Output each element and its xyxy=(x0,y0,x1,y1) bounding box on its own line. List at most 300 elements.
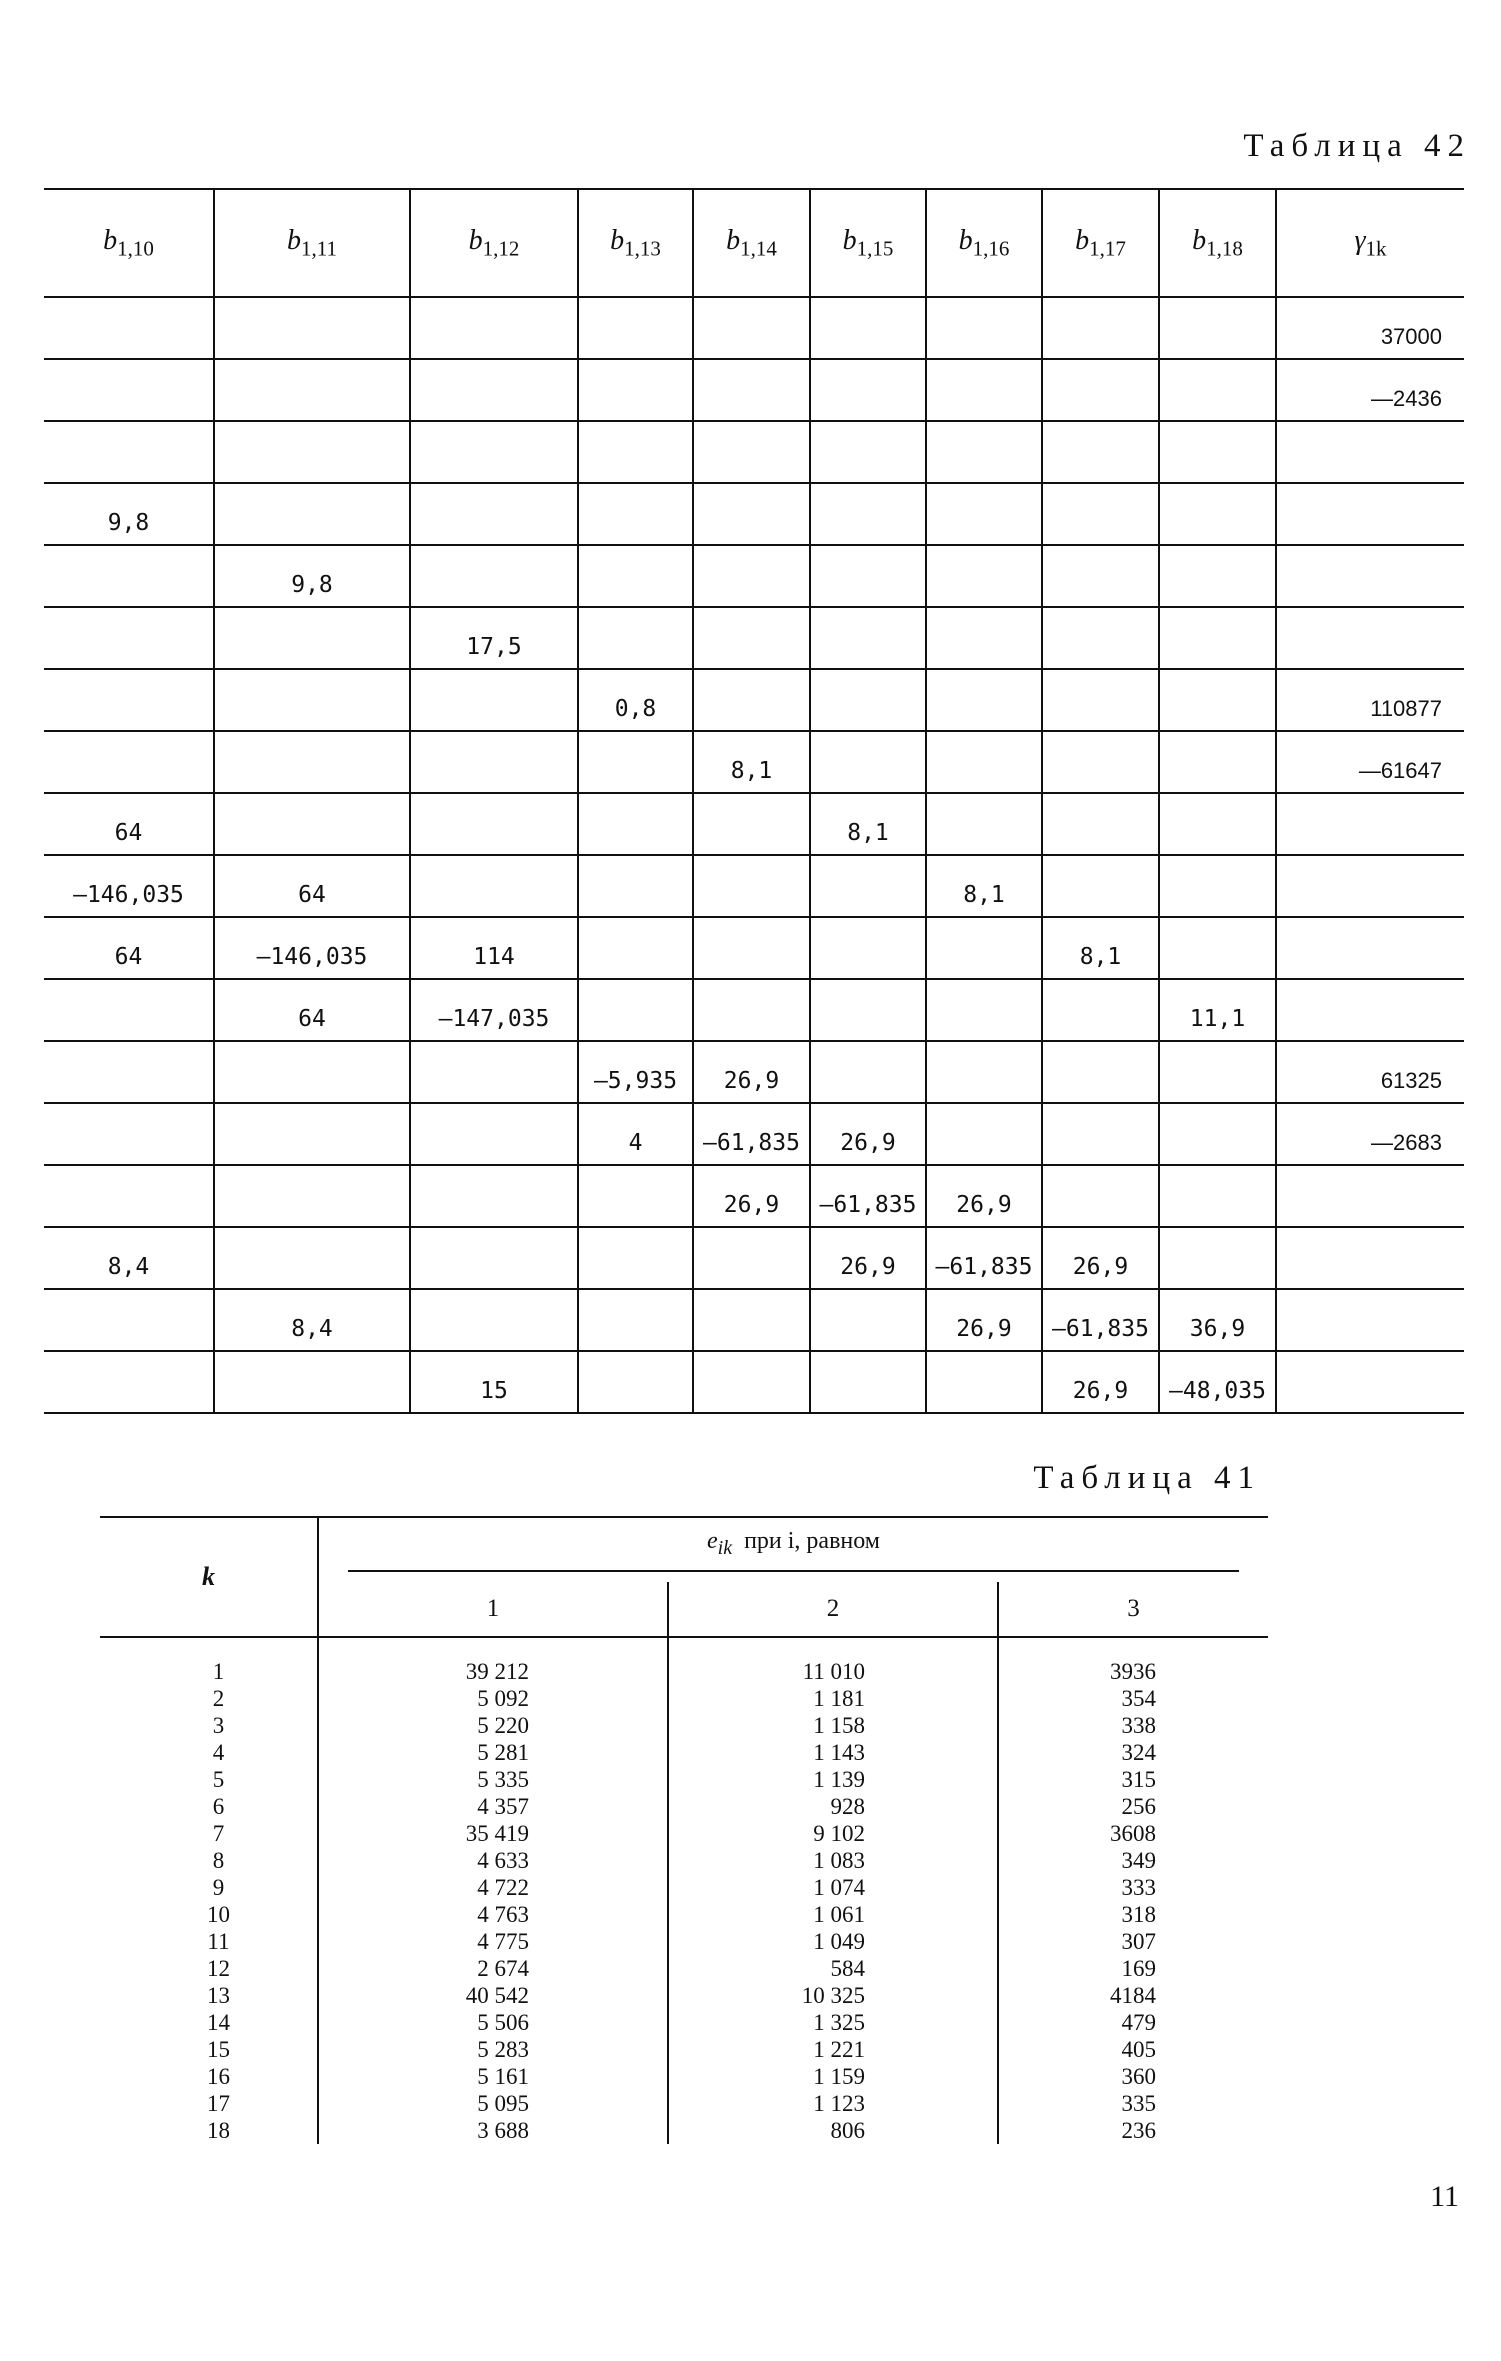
table-cell xyxy=(926,669,1042,731)
table-cell xyxy=(410,855,578,917)
column-header-7 xyxy=(1042,189,1159,297)
table-cell xyxy=(693,1289,810,1351)
table-cell xyxy=(926,1351,1042,1413)
table-cell: 26,9 xyxy=(926,1165,1042,1227)
value-cell: 2 674 xyxy=(318,1955,668,1982)
header-subscript: 1,18 xyxy=(1206,236,1243,261)
table-cell xyxy=(1042,483,1159,545)
value-cell: 333 xyxy=(998,1874,1268,1901)
value-cell: 1 158 xyxy=(668,1712,998,1739)
table-cell xyxy=(810,1041,926,1103)
table-cell xyxy=(214,1103,410,1165)
k-cell: 2 xyxy=(212,1686,225,1711)
k-cell: 7 xyxy=(212,1821,225,1846)
table-cell xyxy=(1042,793,1159,855)
table-cell xyxy=(410,545,578,607)
value-cell: 479 xyxy=(998,2009,1268,2036)
table-cell xyxy=(578,421,693,483)
value-cell: 3 688 xyxy=(318,2117,668,2144)
k-cell: 1 xyxy=(212,1659,225,1684)
table-cell xyxy=(926,793,1042,855)
table-cell: 9,8 xyxy=(44,483,214,545)
column-header-k: k xyxy=(100,1517,318,1637)
table-cell xyxy=(1276,607,1464,669)
value-cell: 349 xyxy=(998,1847,1268,1874)
table-row xyxy=(44,1227,1464,1289)
value-cell: 5 281 xyxy=(318,1739,668,1766)
table-row xyxy=(100,1874,1268,1901)
table-cell xyxy=(926,1103,1042,1165)
table-cell xyxy=(1159,855,1276,917)
table-cell: 8,1 xyxy=(693,731,810,793)
k-cell: 6 xyxy=(212,1794,225,1819)
table-cell xyxy=(44,979,214,1041)
table-cell xyxy=(410,483,578,545)
table-cell xyxy=(1042,1165,1159,1227)
k-cell: 17 xyxy=(207,2091,230,2116)
value-cell: 169 xyxy=(998,1955,1268,1982)
table-cell: 64 xyxy=(214,979,410,1041)
table-cell xyxy=(1042,297,1159,359)
k-cell: 8 xyxy=(212,1848,225,1873)
k-cell: 3 xyxy=(212,1713,225,1738)
table-cell xyxy=(810,297,926,359)
table-cell xyxy=(578,483,693,545)
column-header-i1: 1 xyxy=(318,1582,668,1637)
value-cell: 256 xyxy=(998,1793,1268,1820)
value-cell: 5 220 xyxy=(318,1712,668,1739)
e-subscript: ik xyxy=(717,1536,733,1559)
table-cell: 37000 xyxy=(1276,297,1464,359)
table-cell xyxy=(1276,855,1464,917)
table-cell: —61,835 xyxy=(926,1227,1042,1289)
table-cell xyxy=(1276,979,1464,1041)
table-cell xyxy=(1276,1289,1464,1351)
table-cell xyxy=(1042,545,1159,607)
value-cell: 236 xyxy=(998,2117,1268,2144)
table-cell xyxy=(44,1289,214,1351)
k-cell: 15 xyxy=(207,2037,230,2062)
table-row xyxy=(100,1820,1268,1847)
table-cell: —61647 xyxy=(1276,731,1464,793)
table-cell xyxy=(410,1289,578,1351)
value-cell: 318 xyxy=(998,1901,1268,1928)
k-cell: 13 xyxy=(207,1983,230,2008)
table-42 xyxy=(44,188,1464,1414)
header-subscript: 1,10 xyxy=(117,236,154,261)
table-cell xyxy=(693,1351,810,1413)
table-cell: 17,5 xyxy=(410,607,578,669)
table-row xyxy=(100,2063,1268,2090)
table-cell xyxy=(214,669,410,731)
table-cell xyxy=(1042,421,1159,483)
table-cell: 26,9 xyxy=(810,1227,926,1289)
value-cell: 1 181 xyxy=(668,1685,998,1712)
table-cell xyxy=(410,1103,578,1165)
value-cell: 3608 xyxy=(998,1820,1268,1847)
value-cell: 928 xyxy=(668,1793,998,1820)
table-cell xyxy=(214,1351,410,1413)
table-cell xyxy=(810,359,926,421)
table-cell xyxy=(810,1351,926,1413)
table-cell xyxy=(1159,297,1276,359)
table-cell: —2436 xyxy=(1276,359,1464,421)
table-row xyxy=(44,297,1464,359)
table-cell xyxy=(1159,669,1276,731)
table-cell xyxy=(693,1227,810,1289)
value-cell: 354 xyxy=(998,1685,1268,1712)
value-cell: 9 102 xyxy=(668,1820,998,1847)
table-row xyxy=(44,1289,1464,1351)
table-cell xyxy=(1042,359,1159,421)
header-subscript: 1,12 xyxy=(482,236,520,261)
table-row xyxy=(100,2117,1268,2144)
k-cell: 12 xyxy=(207,1956,230,1981)
table-cell xyxy=(214,421,410,483)
table-cell xyxy=(810,421,926,483)
value-cell: 4184 xyxy=(998,1982,1268,2009)
table-cell: 8,1 xyxy=(1042,917,1159,979)
table-cell xyxy=(1042,669,1159,731)
table-cell xyxy=(44,297,214,359)
table-cell xyxy=(926,1041,1042,1103)
column-header-i2: 2 xyxy=(668,1582,998,1637)
column-header-1 xyxy=(214,189,410,297)
value-cell: 806 xyxy=(668,2117,998,2144)
k-cell: 9 xyxy=(212,1875,225,1900)
table-cell: —61,835 xyxy=(810,1165,926,1227)
table-cell xyxy=(810,483,926,545)
table-cell xyxy=(1276,1165,1464,1227)
table-cell: 26,9 xyxy=(693,1165,810,1227)
table-row xyxy=(100,1847,1268,1874)
column-header-2 xyxy=(410,189,578,297)
value-cell: 4 633 xyxy=(318,1847,668,1874)
table-cell: —61,835 xyxy=(693,1103,810,1165)
table-cell xyxy=(1159,359,1276,421)
table-cell xyxy=(410,669,578,731)
table-cell xyxy=(578,731,693,793)
column-header-4 xyxy=(693,189,810,297)
value-cell: 1 143 xyxy=(668,1739,998,1766)
table-42-header-row xyxy=(44,189,1464,297)
header-subscript: 1,14 xyxy=(740,236,777,261)
table-cell xyxy=(926,483,1042,545)
table-cell xyxy=(410,359,578,421)
table-cell xyxy=(693,297,810,359)
table-cell: —146,035 xyxy=(44,855,214,917)
table-cell xyxy=(44,545,214,607)
table-cell xyxy=(693,669,810,731)
table-cell xyxy=(578,793,693,855)
table-cell xyxy=(926,359,1042,421)
table-cell xyxy=(578,1227,693,1289)
k-cell: 11 xyxy=(207,1929,230,1954)
table-cell xyxy=(810,545,926,607)
table-row xyxy=(44,979,1464,1041)
table-cell xyxy=(926,545,1042,607)
value-cell: 4 722 xyxy=(318,1874,668,1901)
value-cell: 5 335 xyxy=(318,1766,668,1793)
table-cell xyxy=(1159,421,1276,483)
table-cell xyxy=(410,421,578,483)
table-row xyxy=(100,1982,1268,2009)
table-cell xyxy=(578,979,693,1041)
group-header-text: при i, равном xyxy=(744,1528,880,1555)
column-header-0 xyxy=(44,189,214,297)
table-cell: 11,1 xyxy=(1159,979,1276,1041)
table-row xyxy=(44,669,1464,731)
value-cell: 11 010 xyxy=(668,1637,998,1685)
header-subscript: 1,11 xyxy=(301,236,337,261)
header-symbol: b xyxy=(958,224,973,256)
table-cell: 26,9 xyxy=(810,1103,926,1165)
table-cell xyxy=(1159,1041,1276,1103)
value-cell: 1 074 xyxy=(668,1874,998,1901)
value-cell: 1 159 xyxy=(668,2063,998,2090)
table-cell xyxy=(578,1165,693,1227)
header-symbol: b xyxy=(1075,224,1090,256)
table-cell: 9,8 xyxy=(214,545,410,607)
table-cell xyxy=(1159,1103,1276,1165)
header-symbol: b xyxy=(287,224,301,256)
table-cell xyxy=(44,731,214,793)
value-cell: 315 xyxy=(998,1766,1268,1793)
value-cell: 39 212 xyxy=(318,1637,668,1685)
table-cell xyxy=(214,731,410,793)
value-cell: 4 763 xyxy=(318,1901,668,1928)
table-cell: 114 xyxy=(410,917,578,979)
e-symbol: e xyxy=(706,1528,718,1555)
table-cell xyxy=(578,297,693,359)
table-cell xyxy=(810,917,926,979)
value-cell: 10 325 xyxy=(668,1982,998,2009)
table-cell xyxy=(44,1103,214,1165)
table-cell: 0,8 xyxy=(578,669,693,731)
header-subscript: 1,13 xyxy=(624,236,661,261)
table-cell xyxy=(693,421,810,483)
table-cell xyxy=(578,359,693,421)
table-cell: —147,035 xyxy=(410,979,578,1041)
table-cell xyxy=(1159,917,1276,979)
value-cell: 1 123 xyxy=(668,2090,998,2117)
header-symbol: b xyxy=(726,224,741,256)
table-row xyxy=(44,731,1464,793)
table-cell xyxy=(1042,1103,1159,1165)
value-cell: 4 775 xyxy=(318,1928,668,1955)
table-row xyxy=(100,1712,1268,1739)
table-cell xyxy=(1276,1227,1464,1289)
value-cell: 360 xyxy=(998,2063,1268,2090)
table-cell xyxy=(214,297,410,359)
table-row xyxy=(44,421,1464,483)
table-cell xyxy=(693,793,810,855)
k-cell: 16 xyxy=(207,2064,230,2089)
table-cell xyxy=(214,359,410,421)
column-header-i3: 3 xyxy=(998,1582,1268,1637)
table-row xyxy=(44,545,1464,607)
table-cell xyxy=(810,1289,926,1351)
table-cell xyxy=(578,607,693,669)
table-cell xyxy=(1159,607,1276,669)
table-row xyxy=(100,1901,1268,1928)
table-cell: 64 xyxy=(44,793,214,855)
table-row xyxy=(44,483,1464,545)
table-row xyxy=(44,917,1464,979)
table-cell: 8,4 xyxy=(214,1289,410,1351)
table-cell xyxy=(693,359,810,421)
k-cell: 4 xyxy=(212,1740,225,1765)
column-header-5 xyxy=(810,189,926,297)
table-cell xyxy=(44,359,214,421)
table-cell: 110877 xyxy=(1276,669,1464,731)
table-cell xyxy=(693,917,810,979)
table-cell xyxy=(578,1289,693,1351)
header-subscript: 1,16 xyxy=(972,236,1010,261)
table-cell: 26,9 xyxy=(693,1041,810,1103)
value-cell: 4 357 xyxy=(318,1793,668,1820)
k-cell: 10 xyxy=(207,1902,230,1927)
table-cell xyxy=(214,1227,410,1289)
table-cell xyxy=(693,979,810,1041)
value-cell: 1 139 xyxy=(668,1766,998,1793)
header-subscript: 1,17 xyxy=(1089,236,1126,261)
table-cell: 8,1 xyxy=(810,793,926,855)
table-cell xyxy=(410,297,578,359)
table-41 xyxy=(100,1516,1268,2144)
value-cell: 5 161 xyxy=(318,2063,668,2090)
value-cell: 1 049 xyxy=(668,1928,998,1955)
table-cell xyxy=(1042,607,1159,669)
table-row xyxy=(100,1766,1268,1793)
table-cell: 15 xyxy=(410,1351,578,1413)
table-cell: 8,1 xyxy=(926,855,1042,917)
value-cell: 5 092 xyxy=(318,1685,668,1712)
table-cell xyxy=(44,669,214,731)
column-header-6 xyxy=(926,189,1042,297)
value-cell: 3936 xyxy=(998,1637,1268,1685)
header-subscript: 1,15 xyxy=(856,236,894,261)
k-cell: 5 xyxy=(212,1767,225,1792)
table-cell xyxy=(1276,793,1464,855)
table-cell: 26,9 xyxy=(926,1289,1042,1351)
table-row xyxy=(100,1685,1268,1712)
table-cell xyxy=(810,731,926,793)
table-row xyxy=(100,1637,1268,1685)
table-cell: 26,9 xyxy=(1042,1351,1159,1413)
header-symbol: b xyxy=(468,224,483,256)
table-cell: —146,035 xyxy=(214,917,410,979)
table-cell xyxy=(214,793,410,855)
table-row xyxy=(100,2036,1268,2063)
table-cell xyxy=(1276,421,1464,483)
value-cell: 5 506 xyxy=(318,2009,668,2036)
table-cell xyxy=(1042,855,1159,917)
page-number: 11 xyxy=(1430,2180,1459,2213)
table-cell xyxy=(926,297,1042,359)
header-symbol: b xyxy=(842,224,857,256)
header-symbol: b xyxy=(103,224,118,256)
header-symbol: γ xyxy=(1354,224,1366,256)
value-cell: 324 xyxy=(998,1739,1268,1766)
table-cell xyxy=(810,979,926,1041)
table-cell xyxy=(44,1041,214,1103)
table-cell xyxy=(1042,979,1159,1041)
column-header-3 xyxy=(578,189,693,297)
table-cell xyxy=(1276,545,1464,607)
table-row xyxy=(44,1103,1464,1165)
value-cell: 1 061 xyxy=(668,1901,998,1928)
table-cell: 61325 xyxy=(1276,1041,1464,1103)
value-cell: 1 221 xyxy=(668,2036,998,2063)
table-row xyxy=(44,1165,1464,1227)
table-cell xyxy=(1159,1165,1276,1227)
header-symbol: b xyxy=(1192,224,1207,256)
table-row xyxy=(100,1793,1268,1820)
value-cell: 5 283 xyxy=(318,2036,668,2063)
value-cell: 335 xyxy=(998,2090,1268,2117)
column-header-9 xyxy=(1276,189,1464,297)
table-cell xyxy=(214,483,410,545)
table-42-caption: Таблица 42 xyxy=(1243,128,1471,164)
table-cell xyxy=(214,1165,410,1227)
table-cell xyxy=(810,669,926,731)
table-cell xyxy=(926,979,1042,1041)
value-cell: 5 095 xyxy=(318,2090,668,2117)
table-cell xyxy=(810,855,926,917)
k-cell: 18 xyxy=(207,2118,230,2143)
table-row xyxy=(100,1739,1268,1766)
table-cell: 8,4 xyxy=(44,1227,214,1289)
table-cell xyxy=(578,1351,693,1413)
value-cell: 307 xyxy=(998,1928,1268,1955)
value-cell: 1 083 xyxy=(668,1847,998,1874)
table-row xyxy=(100,2090,1268,2117)
table-row xyxy=(44,1041,1464,1103)
k-cell: 14 xyxy=(207,2010,230,2035)
table-cell xyxy=(1276,483,1464,545)
table-row xyxy=(44,855,1464,917)
table-cell: —48,035 xyxy=(1159,1351,1276,1413)
table-cell xyxy=(926,731,1042,793)
table-cell: 26,9 xyxy=(1042,1227,1159,1289)
table-cell: —2683 xyxy=(1276,1103,1464,1165)
table-cell xyxy=(926,421,1042,483)
table-cell xyxy=(926,607,1042,669)
table-cell xyxy=(578,545,693,607)
table-cell xyxy=(1159,483,1276,545)
table-cell xyxy=(1159,545,1276,607)
table-cell xyxy=(214,607,410,669)
table-cell xyxy=(693,855,810,917)
column-group-header xyxy=(318,1517,1268,1582)
table-cell xyxy=(693,607,810,669)
table-cell xyxy=(44,607,214,669)
table-41-caption: Таблица 41 xyxy=(1033,1460,1261,1496)
table-cell xyxy=(1159,1227,1276,1289)
table-cell xyxy=(578,917,693,979)
table-row xyxy=(44,359,1464,421)
value-cell: 40 542 xyxy=(318,1982,668,2009)
table-cell xyxy=(214,1041,410,1103)
value-cell: 1 325 xyxy=(668,2009,998,2036)
table-cell: 64 xyxy=(44,917,214,979)
table-cell: —5,935 xyxy=(578,1041,693,1103)
table-cell xyxy=(44,1351,214,1413)
table-cell xyxy=(410,793,578,855)
table-cell xyxy=(1159,731,1276,793)
table-cell: —61,835 xyxy=(1042,1289,1159,1351)
